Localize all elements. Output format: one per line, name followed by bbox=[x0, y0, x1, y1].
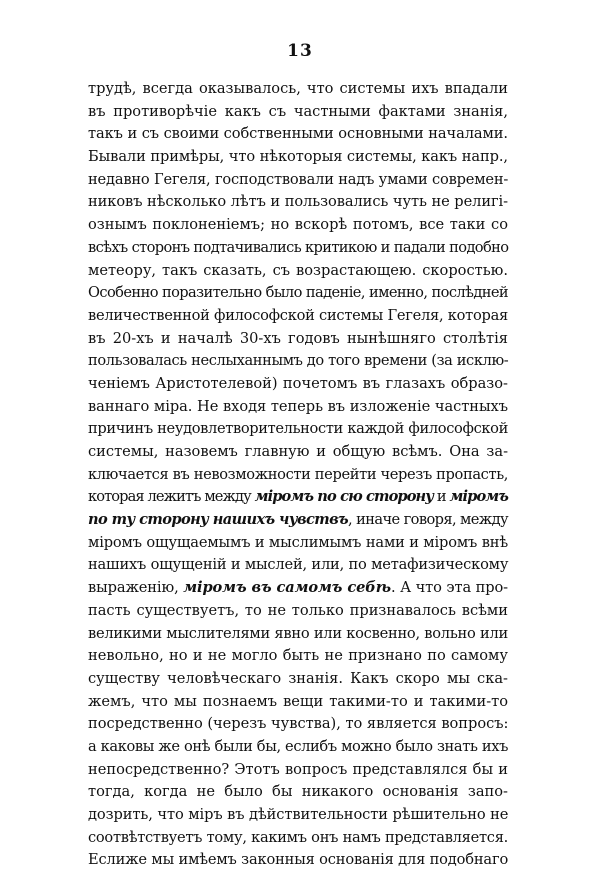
text-segment: выраженію, bbox=[88, 579, 184, 597]
text-segment: Бывали примѣры, что нѣкоторыя системы, какъ напр., bbox=[88, 148, 508, 166]
text-segment: тогда, когда не было бы никакого основанія запо- bbox=[88, 783, 508, 801]
text-line bbox=[88, 645, 508, 668]
text-line bbox=[88, 282, 508, 305]
text-segment: всѣхъ сторонъ подтачивались критикою и падали подобно bbox=[88, 238, 509, 256]
text-line bbox=[88, 623, 508, 646]
text-segment: непосредственно? Этотъ вопросъ представлялся бы и bbox=[88, 760, 508, 778]
text-segment: и bbox=[433, 488, 450, 506]
text-segment: соотвѣтствуетъ тому, какимъ онъ намъ представляется. bbox=[88, 828, 508, 846]
text-line bbox=[88, 78, 508, 101]
text-segment: . А что эта про- bbox=[390, 579, 509, 597]
text-line bbox=[88, 373, 508, 396]
text-line bbox=[88, 486, 508, 509]
text-line bbox=[88, 849, 508, 872]
body-text bbox=[88, 78, 508, 872]
text-line bbox=[88, 123, 508, 146]
text-line bbox=[88, 418, 508, 441]
text-line bbox=[88, 191, 508, 214]
text-segment: ознымъ поклоненіемъ; но вскорѣ потомъ, все таки со bbox=[88, 216, 508, 234]
text-line bbox=[88, 214, 508, 237]
text-segment: а каковы же онѣ были бы, еслибъ можно было знать ихъ bbox=[88, 737, 508, 755]
text-line bbox=[88, 827, 508, 850]
text-segment: существу человѣческаго знанія. Какъ скоро мы ска- bbox=[88, 669, 508, 687]
text-line bbox=[88, 260, 508, 283]
page-number: 13 bbox=[287, 41, 313, 61]
text-segment: системы, назовемъ главную и общую всѣмъ. Она за- bbox=[88, 443, 508, 460]
text-segment: трудѣ, всегда оказывалось, что системы ихъ впадали bbox=[88, 80, 508, 97]
text-line bbox=[88, 736, 508, 759]
text-segment: невольно, но и не могло быть не признано по самому bbox=[88, 647, 508, 665]
text-segment: метеору, такъ сказать, съ возрастающею. скоростью. bbox=[88, 261, 508, 279]
text-line bbox=[88, 691, 508, 714]
text-line bbox=[88, 509, 508, 532]
text-segment: величественной философской системы Гегеля, которая bbox=[88, 306, 508, 324]
text-segment: въ противорѣчіе какъ съ частными фактами знанія, bbox=[88, 102, 508, 120]
text-segment: Еслиже мы имѣемъ законныя основанія для подобнаго bbox=[88, 851, 509, 869]
text-line bbox=[88, 464, 508, 487]
emphasized-text: міромъ въ самомъ себѣ bbox=[183, 579, 391, 597]
text-segment: пасть существуетъ, то не только признавалось всѣми bbox=[88, 601, 508, 619]
text-line bbox=[88, 781, 508, 804]
text-segment: ваннаго міра. Не входя теперь въ изложеніе частныхъ bbox=[88, 397, 508, 415]
text-segment: міромъ ощущаемымъ и мыслимымъ нами и міромъ внѣ bbox=[88, 533, 508, 551]
text-segment: такъ и съ своими собственными основными началами. bbox=[88, 125, 508, 143]
text-segment: , иначе говоря, между bbox=[348, 511, 508, 529]
text-line bbox=[88, 169, 508, 192]
text-segment: дозрить, что міръ въ дѣйствительности рѣшительно не bbox=[88, 806, 509, 823]
emphasized-text: по ту сторону нашихъ чувствъ bbox=[88, 511, 349, 529]
text-segment: никовъ нѣсколько лѣтъ и пользовались чуть не религі- bbox=[88, 193, 508, 211]
text-line bbox=[88, 713, 508, 736]
text-segment: посредственно (черезъ чувства), то является вопросъ: bbox=[88, 715, 509, 733]
text-line bbox=[88, 532, 508, 555]
text-line bbox=[88, 237, 508, 260]
text-line bbox=[88, 554, 508, 577]
text-line bbox=[88, 668, 508, 691]
text-segment: ключается въ невозможности перейти черезъ пропасть, bbox=[88, 465, 509, 483]
emphasized-text: міромъ по сю сторону bbox=[254, 488, 434, 506]
text-segment: недавно Гегеля, господствовали надъ умами современ- bbox=[88, 170, 509, 188]
text-segment: которая лежитъ между bbox=[88, 488, 255, 506]
text-segment: жемъ, что мы познаемъ вещи такими-то и такими-то bbox=[88, 692, 508, 710]
emphasized-text: міромъ bbox=[449, 488, 508, 506]
text-line bbox=[88, 328, 508, 351]
text-line bbox=[88, 146, 508, 169]
text-line bbox=[88, 350, 508, 373]
text-segment: Особенно поразительно было паденіе, именно, послѣдней bbox=[88, 284, 509, 302]
text-line bbox=[88, 101, 508, 124]
text-line bbox=[88, 396, 508, 419]
text-segment: великими мыслителями явно или косвенно, вольно или bbox=[88, 624, 508, 642]
text-line bbox=[88, 305, 508, 328]
text-line bbox=[88, 577, 508, 600]
text-segment: нашихъ ощущеній и мыслей, или, по метафизическому bbox=[88, 556, 509, 574]
text-segment: въ 20-хъ и началѣ 30-хъ годовъ нынѣшняго столѣтія bbox=[88, 329, 508, 347]
text-line bbox=[88, 804, 508, 827]
text-segment: ченіемъ Аристотелевой) почетомъ въ глазахъ образо- bbox=[88, 374, 508, 392]
text-segment: причинъ неудовлетворительности каждой философской bbox=[88, 420, 508, 438]
text-line bbox=[88, 600, 508, 623]
text-segment: пользовалась неслыханнымъ до того времени (за исклю- bbox=[88, 352, 509, 370]
text-line bbox=[88, 759, 508, 782]
text-line bbox=[88, 441, 508, 464]
